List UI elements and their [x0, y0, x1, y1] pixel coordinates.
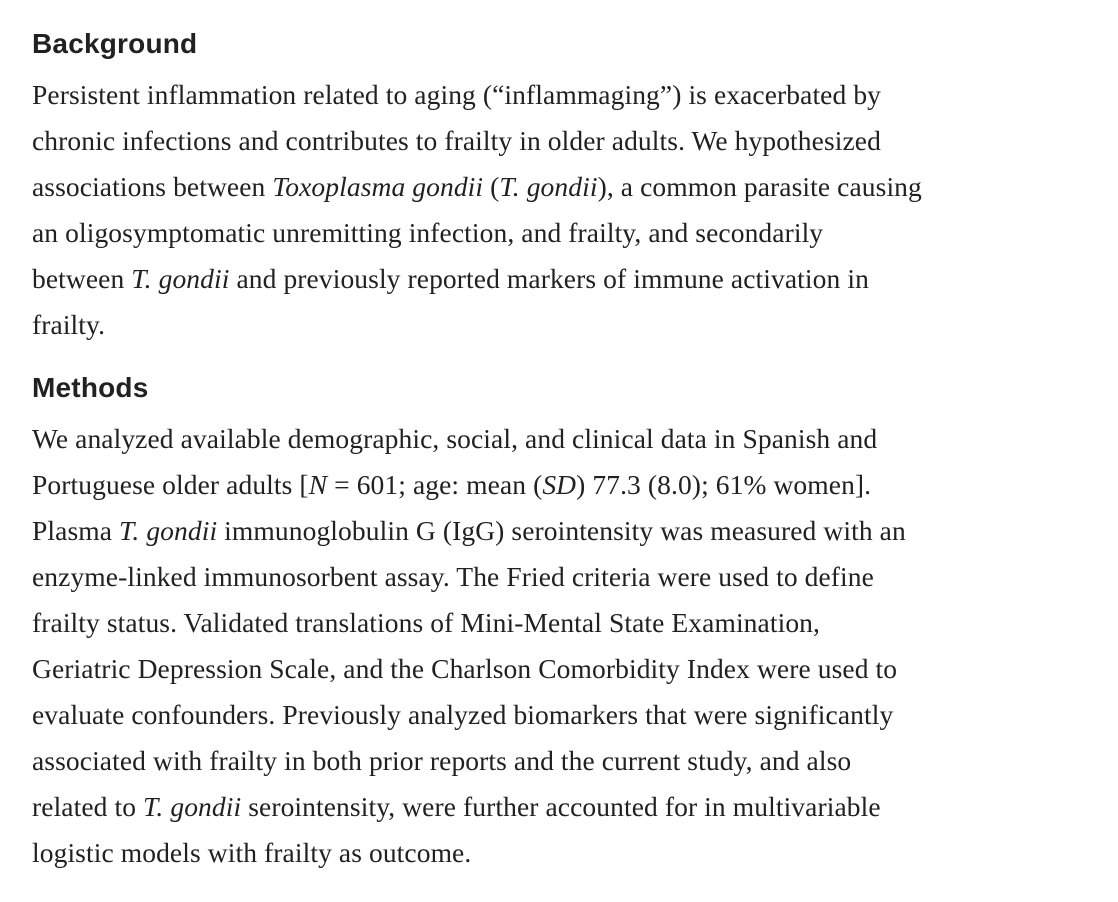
text-line	[32, 784, 1102, 830]
text-run: associations between	[32, 171, 273, 202]
methods-text	[32, 416, 1102, 876]
background-heading: Background	[32, 28, 198, 59]
text-run: Persistent inflammation related to aging (“inflammaging”) is exacerbated by	[32, 79, 882, 110]
text-line	[32, 302, 1102, 348]
text-run: evaluate confounders. Previously analyzed biomarkers that were significantly	[32, 699, 894, 730]
text-run: between	[32, 263, 132, 294]
text-run: enzyme-linked immunosorbent assay. The Fried criteria were used to define	[32, 561, 874, 592]
text-run: ) 77.3 (8.0); 61% women].	[576, 469, 872, 500]
text-run: frailty.	[32, 309, 106, 340]
text-line	[32, 508, 1102, 554]
text-line	[32, 462, 1102, 508]
text-line	[32, 646, 1102, 692]
text-line	[32, 416, 1102, 462]
background-text	[32, 72, 1102, 348]
text-run: Plasma	[32, 515, 120, 546]
text-line	[32, 164, 1102, 210]
text-line	[32, 692, 1102, 738]
text-run: immunoglobulin G (IgG) serointensity was measured with an	[217, 515, 906, 546]
italic-term: T. gondii	[499, 171, 598, 202]
text-run: ), a common parasite causing	[597, 171, 922, 202]
text-line	[32, 600, 1102, 646]
text-run: related to	[32, 791, 144, 822]
text-run: serointensity, were further accounted for in multivariable	[241, 791, 881, 822]
text-line	[32, 738, 1102, 784]
italic-term: T. gondii	[143, 791, 242, 822]
text-run: chronic infections and contributes to frailty in older adults. We hypothesized	[32, 125, 881, 156]
text-line	[32, 72, 1102, 118]
methods-heading: Methods	[32, 372, 149, 403]
text-line	[32, 118, 1102, 164]
italic-term: Toxoplasma gondii	[272, 171, 484, 202]
italic-term: T. gondii	[131, 263, 230, 294]
italic-term: N	[308, 469, 328, 500]
text-run: = 601; age: mean (	[327, 469, 543, 500]
text-run: logistic models with frailty as outcome.	[32, 837, 472, 868]
text-run: Portuguese older adults [	[32, 469, 309, 500]
text-line	[32, 210, 1102, 256]
text-run: an oligosymptomatic unremitting infection, and frailty, and secondarily	[32, 217, 824, 248]
abstract	[32, 24, 1102, 896]
text-run: We analyzed available demographic, social, and clinical data in Spanish and	[32, 423, 878, 454]
background-section	[32, 24, 1102, 348]
text-line	[32, 256, 1102, 302]
methods-section	[32, 368, 1102, 876]
italic-term: SD	[542, 469, 577, 500]
text-run: associated with frailty in both prior reports and the current study, and also	[32, 745, 852, 776]
italic-term: T. gondii	[119, 515, 218, 546]
text-run: Geriatric Depression Scale, and the Charlson Comorbidity Index were used to	[32, 653, 898, 684]
text-line	[32, 554, 1102, 600]
text-run: (	[483, 171, 500, 202]
text-line	[32, 830, 1102, 876]
text-run: and previously reported markers of immune activation in	[229, 263, 869, 294]
text-run: frailty status. Validated translations of Mini-Mental State Examination,	[32, 607, 820, 638]
